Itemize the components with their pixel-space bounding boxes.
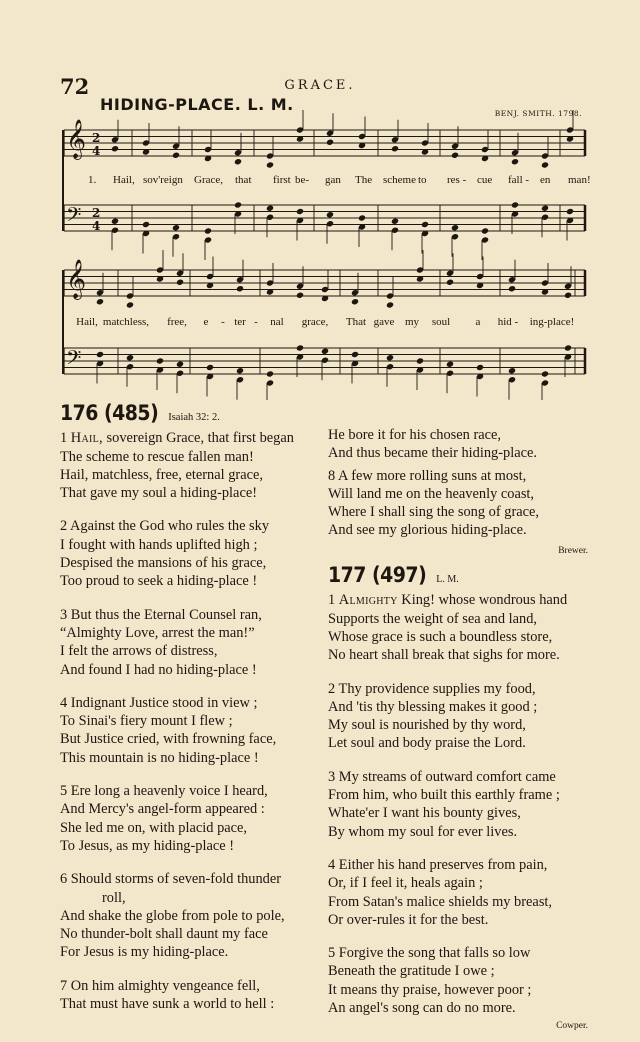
tune-composer: BENJ. SMITH. 1798. <box>494 109 582 118</box>
note-head <box>351 298 359 305</box>
treble-clef: 𝄞 <box>66 259 87 299</box>
note-head <box>234 158 242 165</box>
time-signature-top: 2 <box>92 131 101 145</box>
hymn-number: 177 (497) <box>328 563 427 588</box>
note-head <box>351 351 359 358</box>
lyric-syllable: soul <box>431 316 451 328</box>
verse-line: 1 Almighty King! whose wondrous hand <box>328 592 568 609</box>
verse-line: By whom my soul for ever lives. <box>328 823 518 840</box>
verse-line: I felt the arrows of distress, <box>60 643 218 660</box>
verse-line: And Mercy's angel-form appeared : <box>60 801 265 818</box>
note-head <box>234 201 242 208</box>
stanza <box>328 856 590 929</box>
note-head <box>111 145 119 152</box>
hymn-176-header <box>60 401 322 427</box>
verse-line: Or, if I feel it, heals again ; <box>328 875 483 892</box>
verse-line: Will land me on the heavenly coast, <box>328 485 535 502</box>
verse-line: An angel's song can do no more. <box>328 1000 516 1017</box>
verse-line: 5 Forgive the song that falls so low <box>328 945 531 962</box>
hymn-attribution: Brewer. <box>558 545 588 556</box>
verse-line: From him, who built this earthly frame ; <box>328 787 560 804</box>
note-head <box>446 361 454 368</box>
note-head <box>126 354 134 361</box>
verse-line: Beneath the gratitude I owe ; <box>328 963 495 980</box>
verse-line: Too proud to seek a hiding-place ! <box>60 573 258 590</box>
stanza <box>328 680 590 753</box>
lyric-syllable: en <box>540 174 551 186</box>
stanza <box>328 768 590 841</box>
music-score <box>0 0 640 400</box>
lyric-syllable: gan <box>325 174 341 186</box>
time-signature-top: 2 <box>92 206 101 220</box>
note-head <box>416 357 424 364</box>
note-head <box>296 208 304 215</box>
note-head <box>266 205 274 212</box>
note-head <box>566 208 574 215</box>
note-head <box>111 218 119 225</box>
right-column <box>328 426 590 1042</box>
verse-line: It means thy praise, however poor ; <box>328 981 532 998</box>
verse-line: “Almighty Love, arrest the man!” <box>60 624 255 641</box>
note-head <box>236 367 244 374</box>
note-head <box>142 221 150 228</box>
tune-title: HIDING-PLACE. L. M. <box>100 95 294 114</box>
note-head <box>481 227 489 234</box>
note-head <box>508 367 516 374</box>
lyric-syllable: - <box>221 316 225 328</box>
lyric-syllable: Hail, <box>76 316 98 328</box>
note-head <box>266 161 274 168</box>
hymn-meter: L. M. <box>436 574 459 586</box>
note-head <box>541 161 549 168</box>
stanza <box>60 517 322 590</box>
lyric-syllable: ing-place! <box>529 316 575 328</box>
note-head <box>564 344 572 351</box>
verse-line: 6 Should storms of seven-fold thunder <box>60 871 282 888</box>
note-head <box>326 211 334 218</box>
note-head <box>172 152 180 159</box>
verse-line: The scheme to rescue fallen man! <box>60 448 254 465</box>
note-head <box>391 145 399 152</box>
note-head <box>296 292 304 299</box>
page-number: 72 <box>60 74 90 99</box>
note-head <box>446 279 454 286</box>
lyric-syllable: fall - <box>508 174 530 186</box>
verse-line: Whose grace is such a boundless store, <box>328 628 553 645</box>
verse-line: Or over-rules it for the best. <box>328 911 489 928</box>
lyric-syllable: sov'reign <box>143 174 183 186</box>
verse-line: 8 A few more rolling suns at most, <box>328 467 527 484</box>
lyric-syllable: to <box>418 174 427 186</box>
verse-line: But Justice cried, with frowning face, <box>60 731 277 748</box>
lyric-syllable: free, <box>167 316 187 328</box>
stanza <box>328 591 590 664</box>
verse-line: And shake the globe from pole to pole, <box>60 907 285 924</box>
verse-line: My soul is nourished by thy word, <box>328 717 526 734</box>
note-head <box>476 364 484 371</box>
note-head <box>541 370 549 377</box>
stanza <box>60 429 322 502</box>
verse-line: 4 Either his hand preserves from pain, <box>328 856 548 873</box>
verse-line: This mountain is no hiding-place ! <box>60 749 259 766</box>
verse-line: From Satan's malice shields my breast, <box>328 893 553 910</box>
lyric-syllable: a <box>475 316 481 328</box>
note-head <box>96 298 104 305</box>
lyric-syllable: man! <box>568 174 591 186</box>
lyric-syllable: matchless, <box>102 316 150 328</box>
stanza <box>60 606 322 679</box>
lyric-syllable: 1. <box>88 174 97 186</box>
time-signature-bottom: 4 <box>92 219 101 233</box>
note-head <box>386 301 394 308</box>
verse-line: No thunder-bolt shall daunt my face <box>60 926 268 943</box>
hymn-177-header <box>328 563 590 589</box>
verse-line: roll, <box>102 889 126 906</box>
lyric-syllable: - <box>254 316 258 328</box>
lyric-syllable: nal <box>270 316 284 328</box>
lyric-syllable: cue <box>477 174 493 186</box>
stanza <box>60 782 322 855</box>
note-head <box>176 279 184 286</box>
note-head <box>206 364 214 371</box>
lyric-syllable: first <box>273 174 291 186</box>
lyric-syllable: e <box>203 316 209 328</box>
note-head <box>176 361 184 368</box>
note-head <box>326 139 334 146</box>
verse-line: To Sinai's fiery mount I flew ; <box>60 713 233 730</box>
note-head <box>266 370 274 377</box>
note-head <box>126 301 134 308</box>
verse-line: 2 Thy providence supplies my food, <box>328 680 536 697</box>
lyric-syllable: scheme <box>383 174 416 186</box>
verse-line: I fought with hands uplifted high ; <box>60 536 258 553</box>
lyric-syllable: hid - <box>497 316 519 328</box>
stanza <box>328 944 590 1017</box>
note-head <box>204 227 212 234</box>
note-head <box>296 344 304 351</box>
stanza <box>60 870 322 961</box>
verse-line: Let soul and body praise the Lord. <box>328 735 526 752</box>
verse-line: Despised the mansions of his grace, <box>60 555 267 572</box>
small-caps-word: Hail, <box>70 430 103 447</box>
verse-line: And see my glorious hiding-place. <box>328 522 527 539</box>
verse-line: To Jesus, as my hiding-place ! <box>60 837 235 854</box>
verse-line: 2 Against the God who rules the sky <box>60 518 270 535</box>
lyric-syllable: my <box>404 316 420 328</box>
verse-line: Hail, matchless, free, eternal grace, <box>60 466 263 483</box>
stanza <box>60 977 322 1014</box>
note-head <box>156 357 164 364</box>
verse-line: 7 On him almighty vengeance fell, <box>60 977 260 994</box>
note-head <box>172 224 180 231</box>
verse-line: And found I had no hiding-place ! <box>60 661 257 678</box>
verse-line: Where I shall sing the song of grace, <box>328 504 539 521</box>
time-signature-bottom: 4 <box>92 144 101 158</box>
note-head <box>511 201 519 208</box>
note-head <box>541 205 549 212</box>
treble-clef: 𝄞 <box>66 119 87 159</box>
verse-line: 1 Hail, sovereign Grace, that first began <box>60 430 294 447</box>
lyric-syllable: res - <box>447 174 467 186</box>
stanza <box>60 694 322 767</box>
note-head <box>236 285 244 292</box>
hymn-attribution: Cowper. <box>556 1021 588 1032</box>
verse-line: 3 My streams of outward comfort came <box>328 768 556 785</box>
small-caps-word: Almighty <box>338 592 398 609</box>
verse-line: She led me on, with placid pace, <box>60 819 248 836</box>
verse-line: Whate'er I want his bounty gives, <box>328 805 521 822</box>
note-head <box>511 158 519 165</box>
section-title: GRACE. <box>284 78 356 93</box>
scripture-reference: Isaiah 32: 2. <box>168 412 220 423</box>
note-head <box>508 285 516 292</box>
note-head <box>451 224 459 231</box>
bass-clef: 𝄢 <box>66 203 82 231</box>
lyric-syllable: That <box>345 316 367 328</box>
note-head <box>564 292 572 299</box>
verse-line: And 'tis thy blessing makes it good ; <box>328 698 538 715</box>
lyric-syllable: ter <box>234 316 246 328</box>
stanza-continuation <box>328 426 590 463</box>
verse-line: That must have sunk a world to hell : <box>60 996 275 1013</box>
left-column <box>60 401 322 1028</box>
lyric-syllable: Hail, <box>113 174 135 186</box>
verse-line: 4 Indignant Justice stood in view ; <box>60 694 258 711</box>
verse-line: And thus became their hiding-place. <box>328 445 537 462</box>
note-head <box>391 218 399 225</box>
verse-line: 5 Ere long a heavenly voice I heard, <box>60 783 268 800</box>
verse-line: Supports the weight of sea and land, <box>328 610 538 627</box>
note-head <box>451 152 459 159</box>
verse-line: He bore it for his chosen race, <box>328 427 502 443</box>
note-head <box>96 351 104 358</box>
lyric-syllable: Grace, <box>194 174 224 186</box>
verse-line: 3 But thus the Eternal Counsel ran, <box>60 606 262 623</box>
lyric-syllable: gave <box>373 316 395 328</box>
verse-line: For Jesus is my hiding-place. <box>60 944 229 961</box>
hymn-number: 176 (485) <box>60 401 159 425</box>
verse-line: No heart shall break that sighs for more. <box>328 647 560 664</box>
note-head <box>358 214 366 221</box>
bass-clef: 𝄢 <box>66 346 82 374</box>
note-head <box>321 348 329 355</box>
stanza <box>328 467 590 540</box>
lyric-syllable: The <box>355 174 373 186</box>
note-head <box>421 221 429 228</box>
note-head <box>386 354 394 361</box>
lyric-syllable: that <box>235 174 252 186</box>
verse-line: That gave my soul a hiding-place! <box>60 485 258 502</box>
lyric-syllable: be- <box>295 174 310 186</box>
lyric-syllable: grace, <box>301 316 329 328</box>
